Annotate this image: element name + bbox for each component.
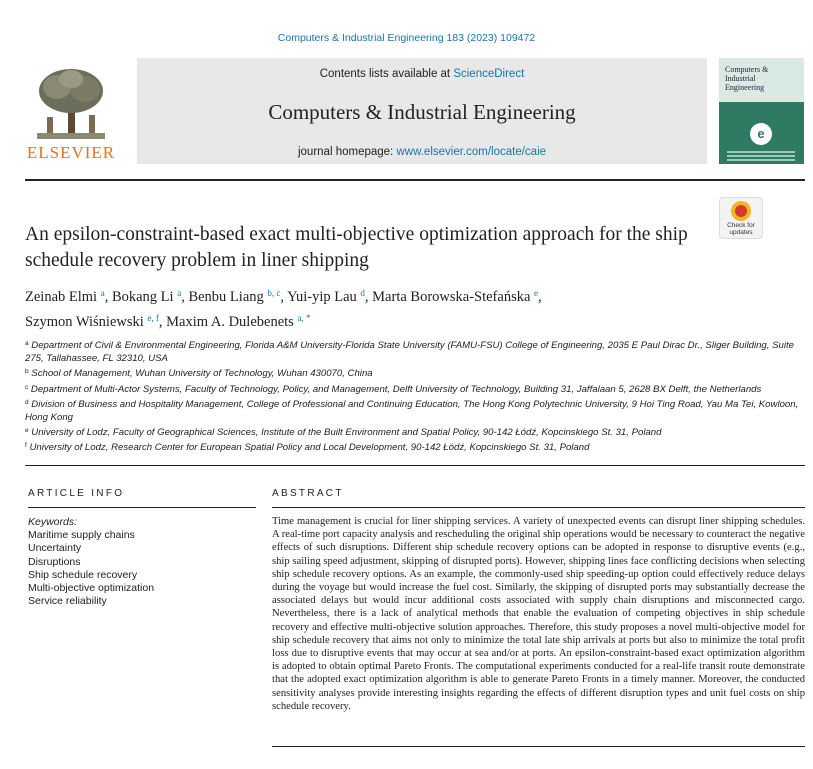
journal-title: Computers & Industrial Engineering: [268, 100, 576, 124]
cover-text-lines: [727, 151, 795, 163]
author-name[interactable]: Bokang Li $^a$: [111, 288, 182, 305]
keyword-item: Uncertainty: [28, 542, 82, 555]
affiliation-item: $^d$ Division of Business and Hospitality Management, College of Professional and Continuing Education, The Hong Kong Polytechnic University, 9 Hoi Ting Road, Yau Ma Tei, Kowloon, Hong Kong: [25, 398, 799, 424]
cover-emblem-icon: e: [750, 123, 772, 145]
author-name[interactable]: Szymon Wiśniewski $^{e, f}$: [25, 313, 159, 330]
keyword-item: Service reliability: [28, 595, 107, 608]
author-name[interactable]: Maxim A. Dulebenets $^{a, *}$: [166, 313, 311, 330]
abstract-bottom-rule: [272, 746, 805, 747]
article-info-rule: [28, 507, 256, 508]
author-list: Zeinab Elmi $^a$, Bokang Li $^a$, Benbu Liang $^{b, c}$, Yui-yip Lau $^d$, Marta Borowska-Stefańska $^e$, Szymon Wiśniewski $^{e, f}$, Maxim A. Dulebenets $^{a, *}$: [25, 288, 542, 330]
keyword-item: Ship schedule recovery: [28, 568, 138, 581]
article-title: An epsilon-constraint-based exact multi-objective optimization approach for the ship schedule recovery problem in liner shipping: [25, 224, 688, 271]
journal-header: [137, 58, 707, 164]
sciencedirect-link[interactable]: ScienceDirect: [453, 68, 525, 80]
cover-title-panel: [719, 58, 804, 102]
homepage-line: [137, 146, 707, 158]
header-divider: [25, 179, 805, 181]
keyword-item: Multi-objective optimization: [28, 582, 155, 595]
journal-cover[interactable]: [719, 58, 804, 164]
affiliation-item: $^f$ University of Lodz, Research Center for European Spatial Policy and Local Development, 90-142 Łódź, Kopcinskiego St. 31, Poland: [25, 442, 590, 454]
cover-title: Computers & Industrial Engineering: [725, 65, 769, 92]
journal-citation[interactable]: Computers & Industrial Engineering 183 (2023) 109472: [277, 32, 536, 44]
elsevier-logo[interactable]: [25, 67, 117, 163]
affiliation-item: $^a$ Department of Civil & Environmental Engineering, Florida A&M University-Florida State University (FAMU-FSU) College of Engineering, 2035 E Paul Dirac Dr., Sliger Building, Suite 275, Tallahassee, FL 32310, USA: [25, 340, 794, 365]
abstract-text: Time management is crucial for liner shipping services. A variety of unexpected events can disrupt liner shipping schedules. A real-time port capacity analysis and rescheduling the original ship operations would be necessary to counteract the negative effects of such disruptions. Different ship schedule recovery options can be adopted in response to disruptive events (e.g., ship sailing speed adjustment, skipping of disrupted ports). However, shipping lines face conflicting decisions when selecting ship schedule recovery options. As an example, the commonly-used ship speeding-up option could effectively reduce delays during the voyage but would increase the fuel cost. Similarly, the skipping of disrupted ports may substantially decrease the associated delays but would incur additional costs associated with supply chain disruptions and misconnected cargo. Nevertheless, there is a lack of analytical methods that enable the evaluation of competing objectives in ship schedule recovery and effective multi-objective solution approaches. Therefore, this study proposes a novel multi-objective model for ship schedule recovery that aims not only to minimize the total late ship arrivals at ports but also to minimize the total profit loss due to disruptive events that may occur at sea and/or at ports. An epsilon-constraint-based exact optimization algorithm is adopted to obtain optimal Pareto Fronts. The computational experiments conducted for a real-life transit route demonstrate that the adopted exact optimization algorithm is able to generate Pareto Fronts in a timely manner. Moreover, the conducted sensitivity analyses provide interesting insights regarding the effects of different disruption types and unit fuel costs on ship schedule recovery.: [272, 516, 805, 712]
keywords-label: Keywords:: [28, 516, 78, 528]
abstract-rule: [272, 507, 805, 508]
affiliation-item: $^c$ Department of Multi-Actor Systems, Faculty of Technology, Policy, and Management, Delft University of Technology, Building 31, Jaffalaan 5, 2628 BX Delft, the Netherlands: [25, 383, 762, 395]
affiliation-item: $^e$ University of Lodz, Faculty of Geographical Sciences, Institute of the Built Environment and Spatial Policy, 90-142 Łódź, Kopcinskiego St. 31, Poland: [25, 427, 662, 439]
keyword-item: Maritime supply chains: [28, 529, 135, 542]
article-info-heading: ARTICLE INFO: [28, 488, 125, 499]
check-updates-label: Check for updates: [727, 222, 755, 236]
abstract-heading: ABSTRACT: [272, 488, 344, 499]
homepage-prefix: journal homepage:: [297, 146, 394, 158]
affiliations: [25, 337, 805, 455]
elsevier-wordmark: ELSEVIER: [26, 143, 116, 162]
check-updates-icon: [731, 201, 751, 221]
contents-prefix: Contents lists available at: [319, 68, 451, 80]
author-name[interactable]: Marta Borowska-Stefańska $^e$: [372, 288, 539, 305]
affiliation-item: $^b$ School of Management, Wuhan University of Technology, Wuhan 430070, China: [25, 368, 373, 380]
author-name[interactable]: Benbu Liang $^{b, c}$: [188, 288, 281, 305]
keyword-item: Disruptions: [28, 555, 81, 568]
contents-line: [137, 68, 707, 80]
author-name[interactable]: Yui-yip Lau $^d$: [287, 288, 365, 305]
section-divider: [25, 465, 805, 466]
author-name[interactable]: Zeinab Elmi $^a$: [25, 288, 105, 305]
keywords-list: [28, 516, 256, 608]
journal-homepage-link[interactable]: www.elsevier.com/locate/caie: [396, 146, 547, 158]
elsevier-tree-icon: [35, 67, 107, 141]
check-for-updates-button[interactable]: [719, 197, 763, 239]
